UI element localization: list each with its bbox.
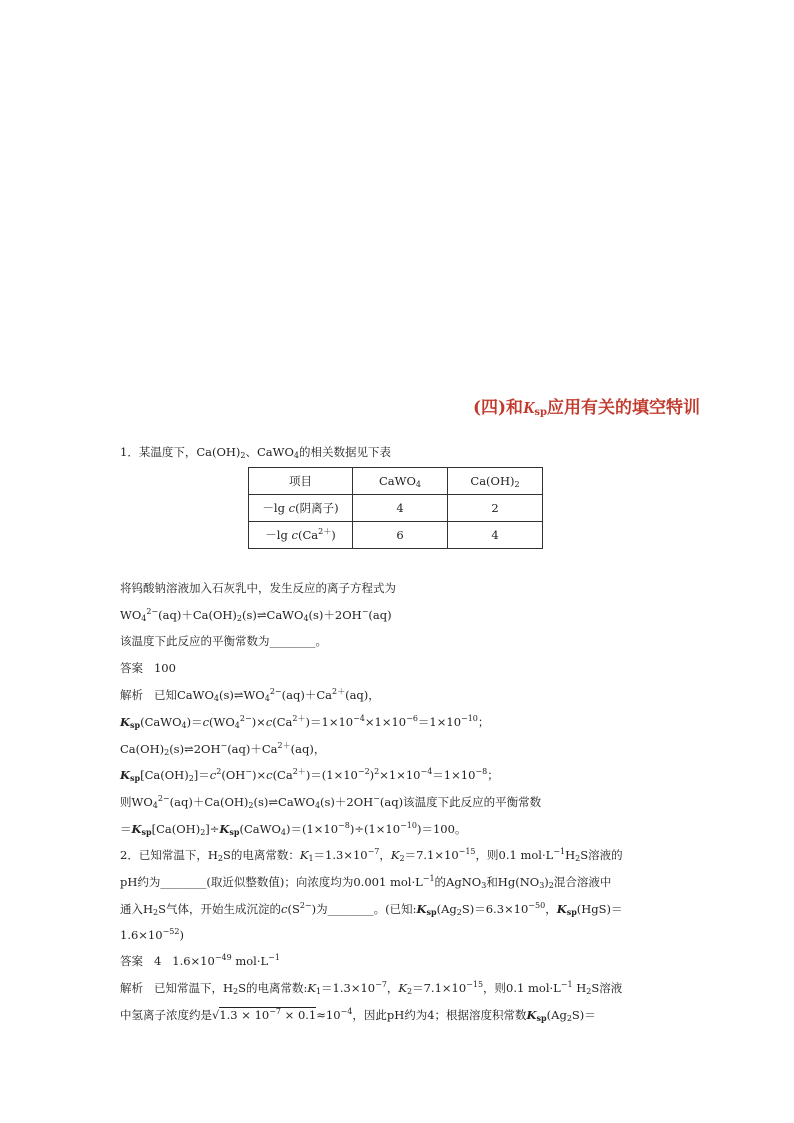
q1-analysis-1: 解析 已知$CaWO_4(s)\rightleftharpoons WO_4^{2-}(aq)+Ca^{2+}(aq)$，	[120, 687, 380, 703]
q1-analysis-5: 则$WO_4^{2-}(aq)+Ca(OH)_2(s)\rightleftharpoons CaWO_4(s)+2OH^-(aq)$该温度下此反应的平衡常数	[120, 794, 542, 810]
answer-value: 100	[153, 661, 176, 675]
table-row	[249, 522, 543, 549]
q2-answer: 答案 4 $1.6\times 10^{-49}$ $mol\cdot L^{-1}$	[120, 953, 280, 968]
table-cell: －lg c(阴离子)	[249, 495, 353, 522]
section-title: (四)和$K_{sp}$应用有关的填空特训	[472, 398, 700, 418]
q1-line-1: 将钨酸钠溶液加入石灰乳中，发生反应的离子方程式为	[120, 581, 396, 595]
q2-stem-3: 通入$H_2S$气体，开始生成沉淀的$c(S^{2-})$为________。(已知$:K_{sp}(Ag_2S)=6.3\times 10^{-50}$，$K_{sp}(HgS)=$	[120, 901, 623, 917]
table-cell: 4	[448, 522, 543, 549]
table-row	[249, 495, 543, 522]
analysis-label: 解析	[120, 981, 143, 995]
q1-analysis-3: $Ca(OH)_2(s)\rightleftharpoons 2OH^-(aq)+Ca^{2+}(aq)$，	[120, 741, 326, 757]
analysis-label: 解析	[120, 688, 143, 702]
answer-label: 答案	[120, 954, 143, 968]
table-cell: 6	[353, 522, 448, 549]
table-cell: 2	[448, 495, 543, 522]
q1-analysis-6: $=K_{sp}[Ca(OH)_2]\div K_{sp}(CaWO_4)=(1\times 10^{-8})\div(1\times 10^{-10})=100$。	[120, 821, 467, 837]
table-cell: －lg $c(Ca^{2+})$	[249, 522, 353, 549]
q1-answer	[120, 660, 176, 676]
table-header-cell: $Ca(OH)_2$	[448, 468, 543, 495]
q2-analysis-1: 解析 已知常温下，$H_2S$的电离常数$:K_1=1.3\times 10^{-7}$，$K_2=7.1\times 10^{-15}$，则0.1 $mol\cdot L^{-1}$ $H_2S$溶液	[120, 980, 623, 996]
q2-stem-2: pH约为________(取近似整数值)；向浓度均为0.001 $mol\cdot L^{-1}$的AgNO$_3$和$Hg(NO_3)_2$混合溶液中	[120, 874, 612, 890]
q1-equation: $WO_4^{2-}(aq)+Ca(OH)_2(s)\rightleftharpoons CaWO_4(s)+2OH^-(aq)$	[120, 607, 392, 623]
table-header-cell: 项目	[249, 468, 353, 495]
q2-stem-1: 2．已知常温下，$H_2S$的电离常数：$K_1=1.3\times 10^{-7}$，$K_2=7.1\times 10^{-15}$，则0.1 $mol\cdot L^{-1}H_2S$溶液的	[120, 847, 623, 863]
table-cell: 4	[353, 495, 448, 522]
answer-label: 答案	[120, 661, 143, 675]
q1-analysis-2: $K_{sp}(CaWO_4)=c(WO_4^{2-})\times c(Ca^{2+})=1\times 10^{-4}\times 1\times 10^{-6}=1\times 10^{-10}$；	[120, 714, 490, 730]
q1-analysis-4: $K_{sp}[Ca(OH)_2]=c^2(OH^-)\times c(Ca^{2+})=(1\times 10^{-2})^2\times 1\times 10^{-4}=1\times 10^{-8}$；	[120, 767, 499, 783]
q1-line-3: 该温度下此反应的平衡常数为________。	[120, 634, 327, 648]
q1-data-table	[248, 467, 543, 549]
table-header-cell: CaWO$_4$	[353, 468, 448, 495]
q2-stem-4: $1.6\times 10^{-52}$)	[120, 927, 184, 942]
q2-analysis-2: 中氢离子浓度约是$√1.3 \times 10^{-7} \times 0.1\approx 10^{-4}$，因此pH约为4；根据溶度积常数$K_{sp}(Ag_2S)=$	[120, 1007, 596, 1023]
q1-stem: 1．某温度下，$Ca(OH)_2$、CaWO$_4$的相关数据见下表	[120, 445, 391, 460]
table-header-row	[249, 468, 543, 495]
